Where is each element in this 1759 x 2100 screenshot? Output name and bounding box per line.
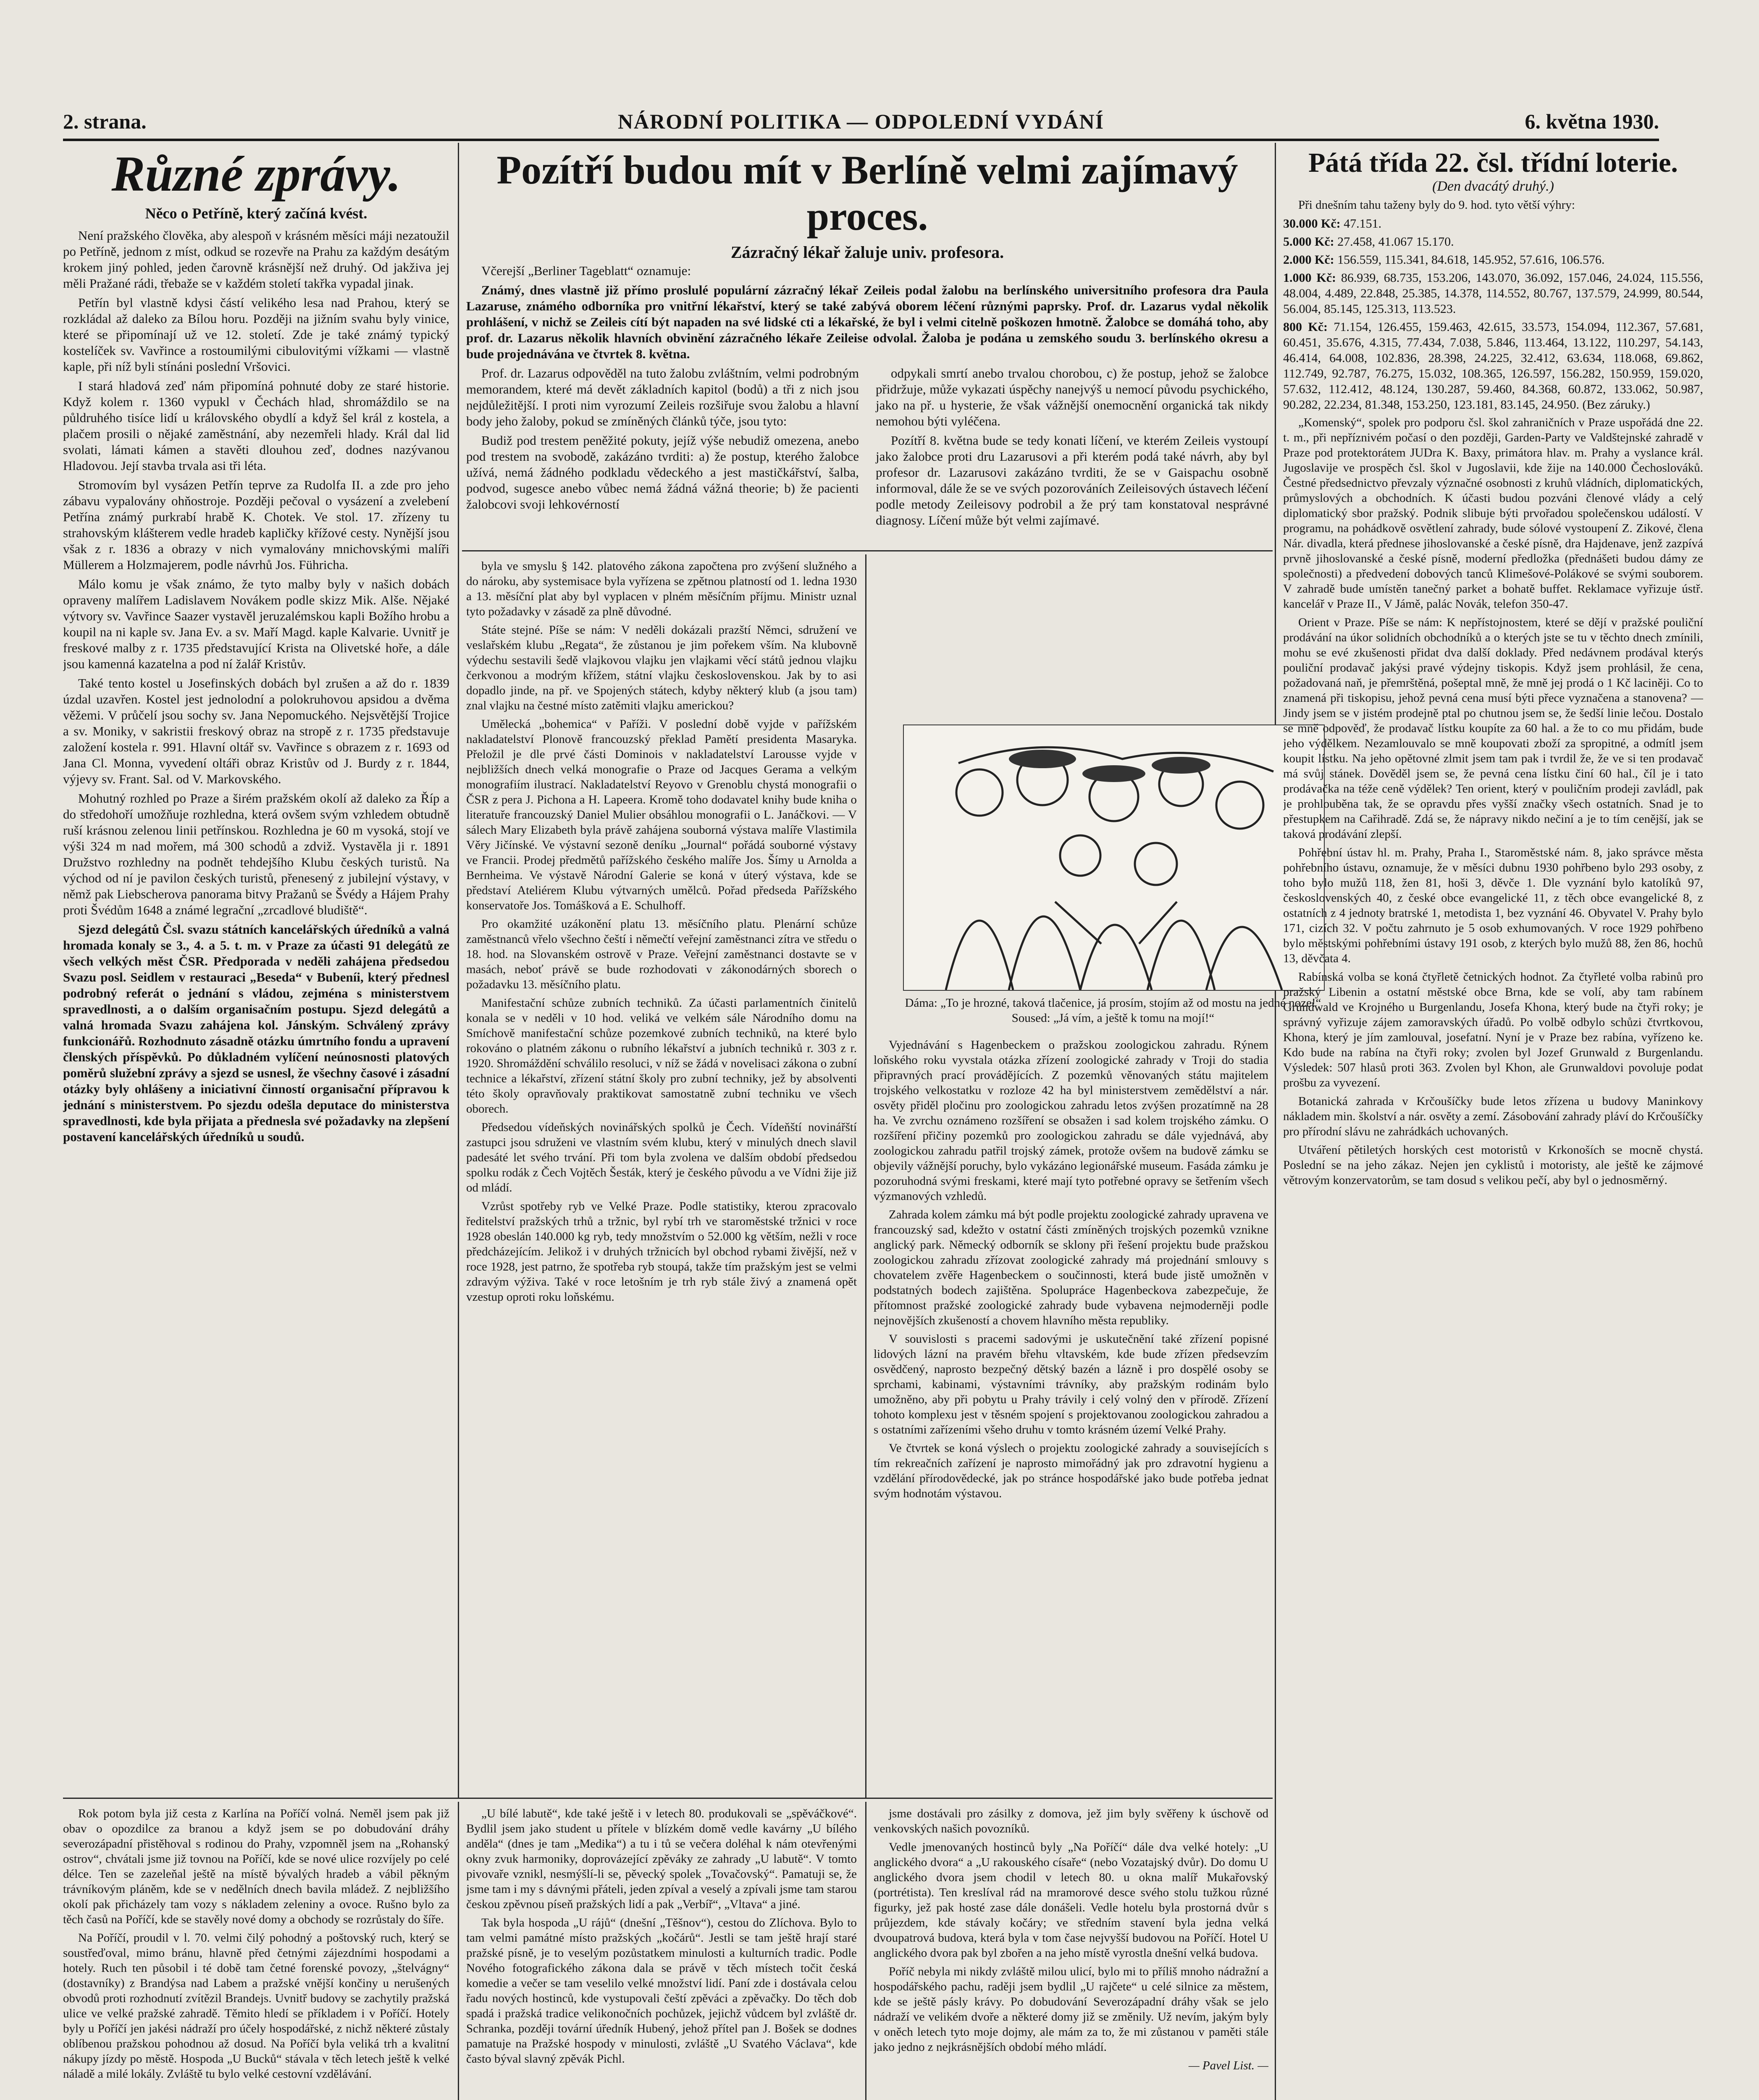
paragraph: byla ve smyslu § 142. platového zákona započtena pro zvýšení služného a do nároku, aby systemisace byla vyřízena se zpětnou platností od 1. ledna 1930 a 13. měsíční plat aby byl vyplacen v plném měsíčním příjmu. Ministr uznal tyto požadavky v zásadě za plně důvodné. <box>466 559 857 618</box>
paragraph: Na Poříčí, proudil v l. 70. velmi čilý pohodný a poštovský ruch, který se soustřeďoval, mimo bránu, hlavně před četnými zájezdními hospodami a hotely. Ruch ten působil i té době tam četné forenské povozy, „štelvágny“ (dostavníky) z Brandýsa nad Labem a pražské vnější končiny u nerušených obvodů proti rozhodnutí zvítězil Brandejs. Uvnitř budovy se zachytily pražská ulice ve velké pražské zahradě. Těmito hledí se příkladem i v Poříčí. Hotely byly u Poříčí jen jakési nádraží pro účely hospodářské, z nichž některé zůstaly oblíbenou pražskou pohodnou až dosud. Na Poříčí byla veliká trh a kvalitní nákupy jízdy po městě. Hospoda „U Bucků“ stávala v těch letech ještě k velké náladě a milé lokály. Zvláště tu bylo velké cestovní vzdělávání. <box>63 1931 449 2081</box>
paragraph: Prof. dr. Lazarus odpověděl na tuto žalobu zvláštním, velmi podrobným memorandem, které má devět základních kapitol (bodů) a tři z nich jsou nejdůležitější. I proti nim vyrozumí Zeileis rozšiřuje svou žalobu a hlavní body jeho žaloby, pokud se zmíněných článků týče, jsou tyto: <box>466 366 859 428</box>
paragraph: odpykali smrtí anebo trvalou chorobou, c) že postup, jehož se žalobce přidržuje, může vykazati úspěchy nanejvýš u nemocí původu psychického, jako na př. u hysterie, že však vážnější onemocnění organická tak nikdy nemohou býti vyléčena. <box>876 366 1268 428</box>
paragraph: Také tento kostel u Josefinských dobách byl zrušen a až do r. 1839 úzdal uzavřen. Kostel jest jednolodní a polokruhovou apsidou a dvěma věžemi. V průčelí jsou sochy sv. Jana Nepomuckého. Nejsvětější Trojice a sv. Moniky, v sakristii freskový obraz na stropě z r. 1735 představuje založení kostela r. 991. Hlavní oltář sv. Vavřince s obrazem z r. 1693 od Jana Cl. Monna, vyvedení oltáři obraz Kristův od J. Burdy z r. 1844, výjevy sv. Frant. Sal. od V. Markovského. <box>63 676 449 786</box>
paragraph: Stromovím byl vysázen Petřín teprve za Rudolfa II. a zde pro jeho zábavu vypalovány ohňostroje. Později pečoval o vysázení a zvelebení Petřína známý purkrabí hrabě K. Chotek. Ve stol. 17. zřízeny tu strahovským klášterem vedle hradeb kapličky křížové cesty. Nynější jsou však z r. 1836 a obrazy v nich vymalovány mnichovskými malíři Müllerem a Holzmajerem, podle návrhů Jos. Führicha. <box>63 478 449 572</box>
lottery-title: Pátá třída 22. čsl. třídní loterie. <box>1308 147 1678 178</box>
paragraph: Včerejší „Berliner Tageblatt“ oznamuje: <box>481 263 691 278</box>
mid-right-column <box>874 1037 1268 1793</box>
paragraph: Tak byla hospoda „U rájů“ (dnešní „Těšnov“), cestou do Zlíchova. Bylo to tam velmi památné místo pražských „kočárů“. Jestli se tam ještě hrají staré pražské písně, je to veselým pozůstatkem minulosti a kulturních tradic. Podle Nového fotografického zákona dala se právě v těch místech točit česká komedie a večer se tam veselilo velké množství lidí. Paní zde i dostávala celou řadu nových hostinců, kde vystupovali čeští zpěváci a zpěvačky. Do těch dob spadá i pražská tradice velikonočních pochůzek, jejichž vůdcem byl zvláště dr. Schranka, později tovární úředník Hubený, jehož přítel pan J. Bošek se dodnes pamatuje na Pražské hospody v minulosti, zvláště „U Svatého Václava“, kde často býval slavný zpěvák Pichl. <box>466 1916 857 2066</box>
column-rule <box>865 1802 866 2100</box>
draw-numbers: 27.458, 41.067 15.170. <box>1337 235 1454 249</box>
paragraph: Petřín byl vlastně kdysi částí velikého lesa nad Prahou, který se rozkládal až daleko za Bílou horu. Později na jižním svahu byly vinice, které se připomínají už ve 12. století. Zde je také známý typický kostelíček sv. Vavřince a rostoumilými cibulovitými vížkami — vlastně kaple, při níž byli stínáni poslední Vršovici. <box>63 295 449 374</box>
paragraph: Vzrůst spotřeby ryb ve Velké Praze. Podle statistiky, kterou zpracovalo ředitelství pražských trhů a tržnic, byl rybí trh ve staroměstské tržnici v roce 1928 obeslán 140.000 kg ryb, tedy množstvím o 52.000 kg větším, nežli v roce předcházejícím. Jelikož i v druhých tržnicích byl obchod rybami živější, než v roce 1928, jest patrno, že spotřeba ryb stoupá, takže tím pražským jest se velmi zdravým výživa. Také v roce letošním je trh ryb stále živý a znamená opět vzestup oproti roku loňskému. <box>466 1200 857 1304</box>
paragraph: Vyjednávání s Hagenbeckem o pražskou zoologickou zahradu. Rýnem loňského roku vyvstala otázka zřízení zoologické zahrady v Troji do stadia připravných prací provádějících. Z pozemků věnovaných státu majitelem trojského velkostatku v rozloze 42 ha byl ministerstvem zemědělství a nár. osvěty přiděl pločinu pro zoologickou zahradu letos zvýšen prozatímně na 28 ha. Ve zvrchu oznámeno rozšíření se obsažen i sad kolem trojského zámku. O rozšíření přičiny pozemků pro zoologickou zahradu se dále vyjednává, aby zoologickou zahradu patřil trojský zámek, protože ovšem na budově zámku se objevily vážnější poruchy, bylo vykázáno legionářské museum. Fasáda zámku je pozoruhodná svými freskami, které mají tyto potřebné opravy se šetřením všech výzmanových vzhledů. <box>874 1038 1268 1203</box>
article-body <box>466 365 1268 528</box>
cartoon-illustration <box>903 724 1325 991</box>
draw-row <box>1283 270 1703 317</box>
draw-amount: 5.000 Kč: <box>1283 235 1334 249</box>
page-number: 2. strana. <box>63 110 147 133</box>
paragraph: Mohutný rozhled po Praze a širém pražském okolí až daleko za Říp a do středohoří umožňuje rozhledna, která ovšem svým vzhledem obtudně ruší krásnou zelenou linii petřínskou. Rozhledna je 60 m vysoká, stojí ve výši 324 m nad mořem, má 300 schodů a zdviž. Vystavěla ji r. 1891 Družstvo rozhledny na podnět tehdejšího Klubu českých turistů. Na východ od ní je pavilon českých turistů, přenesený z jubilejní výstavy, v němž pak Liebscherova panorama bitvy Pražanů se Švédy a Hájem Prahy proti Švédům 1648 a známé legrační „zrcadlové bludiště“. <box>63 791 449 917</box>
news-item: Pohřební ústav hl. m. Prahy, Praha I., Staroměstské nám. 8, jako správce města pohřebního ústavu, oznamuje, že v měsíci dubnu 1930 pohřbeno bylo 293 osoby, z toho bylo mužů 118, žen 81, hoši 3, děvče 1. Dle vyznání bylo katolíků 97, československých 40, z české obce evangelické 11, z těch obce evangelické 8, z ostatních z 4 jednoty bratrské 1, metodista 1, bez vyznání 46. Obyvatel V. Prahy bylo 171, cizích 32. V počtu zahrnuto je 5 osob exhumovaných. V roce 1929 pohřbeno bylo městskými pohřebními ústavy 191 osob, z kterých bylo mužů 88, žen 86, hochů 13, děvčata 4. <box>1283 846 1703 965</box>
paragraph: Manifestační schůze zubních techniků. Za účasti parlamentních činitelů konala se v neděli v 10 hod. veliká ve velkém sále Národního domu na Smíchově manifestační schůze pozemkové zubních techniků, na které bylo rokováno o platném zákonu o rubního lékařství a jubních techniků r. 303 z r. 1920. Shromáždění schválilo resoluci, v níž se žádá v novelisaci zákona o zubní technice a lékařství, zřízení státní školy pro zubní techniky, jež by absolventi této školy opravňovaly praktikovat samostatně zubní techniku ve všech oborech. <box>466 996 857 1116</box>
article-headline: Pozítří budou mít v Berlíně velmi zajímavý proces. <box>496 147 1238 239</box>
paragraph: Poříč nebyla mi nikdy zvláště milou ulicí, bylo mi to příliš mnoho nádražní a hospodářského pachu, raději jsem bydlil „U rajčete“ u celé silnice za městem, kde se ještě pásly krávy. Po dobudování Severozápadní dráhy však se jelo nádraží ve velikém dvoře a některé domy již se změnily. Už nevím, jakým byly v oněch letech tyto moje dojmy, ale mám za to, že mi zůstanou v paměti stále jako jedno z nejkrásnějších období mého mládí. <box>874 1965 1268 2054</box>
draw-row <box>1283 319 1703 412</box>
draw-row <box>1283 234 1703 249</box>
paragraph: Státe stejné. Píše se nám: V neděli dokázali prazští Němci, sdružení ve veslařském klubu „Regata“, že zůstanou je jim pořekem vším. Na klubovně výdechu sestavili šedě vlajkovou vlajku jen vlajkami věcí států jednou vlajku čerkvonou a modrým křížem, státní vlajku československou. Jak by to asi dopadlo jinde, na př. ve Spojených státech, kdyby některý klub (a jsou tam) znal vlajku na čestné místo zatěmiti vlajku americkou? <box>466 623 857 712</box>
column-rule <box>458 143 459 1798</box>
section-rule <box>462 550 1273 551</box>
draw-row <box>1283 252 1703 268</box>
draw-row <box>1283 216 1703 231</box>
author-signature: — Pavel List. — <box>1188 2059 1268 2072</box>
lottery-subtitle: (Den dvacátý druhý.) <box>1432 178 1554 194</box>
draw-amount: 2.000 Kč: <box>1283 253 1334 267</box>
cartoon-caption: Dáma: „To je hrozné, taková tlačenice, já prosím, stojím až od mostu na jedné noze!“ Soused: „Já vím, a ještě k tomu na mojí!“ <box>905 996 1321 1025</box>
article-subheadline: Zázračný lékař žaluje univ. profesora. <box>730 243 1004 262</box>
bottom-right-column <box>874 1806 1268 2100</box>
bottom-mid-column <box>466 1806 857 2100</box>
paragraph: „U bílé labutě“, kde také ještě i v letech 80. produkovali se „spěváčkové“. Bydlil jsem jako student u přítele v blízkém domě vedle kavárny „U bílého anděla“ (dnes je tam „Medika“) a tu i tů se večera doléhal k nám otevřenými okny zvuk harmoniky, doprovázející zpěváky ze zahrady „U labutě“. V tomto pivovaře vznikl, nesmýšlí-li se, pěvecký spolek „Tovačovský“. Pamatuji se, že jsme tam i my s dávnými přáteli, jeden zpíval a veselý a zpívali jsme tam starou českou zpěvnou píseň pražských lidí a pak „Verbíř“, „Vltava“ a jiné. <box>466 1807 857 1911</box>
paragraph: jsme dostávali pro zásilky z domova, jež jim byly svěřeny k úschově od venkovských našich povozníků. <box>874 1807 1268 1835</box>
lottery-intro: Při dnešním tahu taženy byly do 9. hod. tyto větší výhry: <box>1298 198 1575 212</box>
paragraph: Málo komu je však známo, že tyto malby byly v našich dobách opraveny malířem Ladislavem Novákem podle skizz Mik. Alše. Nějaké výtvory sv. Vavřince Saazer vystavěl jeruzalémskou kapli Božího hrobu a koupil na ni kaple sv. Jana Ev. a sv. Maří Magd. kaple Kalvarie. Uvnitř je freskové malby z r. 1735 představující Krista na Olivetské hoře, a dále jsou kamenná kazatelna a pod ní žalář Kristův. <box>63 577 449 671</box>
masthead: NÁRODNÍ POLITIKA — ODPOLEDNÍ VYDÁNÍ <box>617 110 1105 133</box>
bottom-left-column <box>63 1806 449 2100</box>
misc-news-column <box>63 147 449 1793</box>
paragraph: Pro okamžité uzákonění platu 13. měsíčního platu. Plenární schůze zaměstnanců vřelo všechno čeští i němečtí veřejní zaměstnanci zítra ve středu o 18. hod. na Slovanském ostrově v Praze. Veřejní zaměstnanci dostavte se v masách, neboť právě se bude rozhodovati v zákonodárných sborech o požadavku 13. měsíčního platu. <box>466 917 857 991</box>
paragraph: V souvislosti s pracemi sadovými je uskutečnění také zřízení popisné lidových lázní na pravém břehu vltavském, kde bude zřízen předsevzím osvědčený, naprosto bezpečný dětský bazén a lázně i pro dospělé osoby se sprchami, kabinami, výstavními trávníky, aby pražským rodinám bylo umožněno, aby při pobytu u Prahy trávily i celý volný den v přírodě. Zřízení tohoto komplexu jest v těsném spojení s projektovanou zoologickou zahradou a s ostatními zařízeními všeho druhu v tomto krásném území Velké Prahy. <box>874 1332 1268 1436</box>
lottery-column <box>1283 147 1703 2100</box>
draw-numbers: 86.939, 68.735, 153.206, 143.070, 36.092, 157.046, 24.024, 115.556, 48.004, 4.489, 22.848, 25.385, 14.378, 114.552, 80.767, 137.579, 24.999, 80.544, 56.004, 85.145, 125.313, 113.523. <box>1283 271 1703 316</box>
column-rule <box>865 554 866 1798</box>
section-title: Různé zprávy. <box>111 147 401 202</box>
draw-amount: 1.000 Kč: <box>1283 271 1336 285</box>
news-item: Rabínská volba se koná čtyřletě četnických hodnot. Za čtyřleté volba rabinů pro pražský Libenin a ostatní městské obce Brna, kde se volí, aby tam rabínem Gründwald ve Krojného u Burgenlandu, Josefa Khona, který bude na čtyři roky; je správný vyřizuje zájem zamoravských úřadů. Po volbě odbylo schůzi čtvrtkovou, Khona, který je jím zamlouval, josefatní. Nyní je v Praze bez rabína, vyřízeno ke. Kdo bude na rabína na čtyři roky; zvolen byl Jozef Grunwald z Burgenlandu. Výsledek: 507 hlasů proti 363. Zvolen byl Khon, ale Grunwaldovi povoluje podat prošbu za vyvezení. <box>1283 970 1703 1089</box>
paragraph: Předsedou vídeňských novinářských spolků je Čech. Vídeňští novinářští zastupci jsou sdruženi ve vlastním svém klubu, který v minulých dnech slavil padesáté let svého trvání. Při tom byla zvolena ve dalším období předsedou spolku rodák z Čech Vojtěch Šesták, který je českého původu a ve Vídni žije již od mládí. <box>466 1121 857 1194</box>
draw-numbers: 71.154, 126.455, 159.463, 42.615, 33.573, 154.094, 112.367, 57.681, 60.451, 35.676, 4.315, 77.434, 7.038, 5.846, 113.464, 13.122, 110.297, 54.143, 46.414, 64.008, 102.836, 28.398, 24.225, 32.412, 63.634, 118.068, 69.862, 112.749, 92.787, 76.275, 15.032, 108.365, 126.597, 156.282, 150.959, 159.020, 57.632, 112.412, 48.124, 130.287, 59.460, 84.368, 60.872, 133.062, 50.987, 90.282, 22.234, 81.348, 153.250, 123.181, 83.145, 24.950. (Bez záruky.) <box>1283 320 1703 412</box>
draw-amount: 800 Kč: <box>1283 320 1328 334</box>
paragraph: Vedle jmenovaných hostinců byly „Na Poříčí“ dále dva velké hotely: „U anglického dvora“ a „U rakouského císaře“ (nebo Vozatajský dvůr). Do domu U anglického dvora jsem chodil v letech 80. u okna malíř Mukařovský (portrétista). Ten kreslíval rád na mramorové desce svého stolu tužkou různé figurky, jež pak hosté zase dále donášeli. Vedle hotelu byla prostorná dvůr s průjezdem, kde stávaly kočáry; ve středním stavení byla jedna velká dvoupatrová budova, která byla v tom čase nejvyšší budovou na Poříčí. Hotel U anglického dvora pak byl zbořen a na jeho místě vyrostla dnešní velká budova. <box>874 1840 1268 1960</box>
news-item: Orient v Praze. Píše se nám: K nepřístojnostem, které se dějí v pražské pouliční prodávání na úkor solidních obchodníků a o kterých jste se tu v těchto dnech zmínili, mohu se evé zkušenosti přidat dva další doklady. Před nedávnem prodával kterýs pouliční prodavač jakýsi pravé výdejny tiskopis. Když jsem prohlásil, že cena, požadovaná naň, je přemrštěná, pošeptal mně, že mně jej prodá o 1 Kč laciněji. Co to znamená při tiskopisu, jehož pevná cena musí býti přece vyznačena a stanovena? — Jindy jsem se v jistém prodejně ptal po chutnou jsem se, že šedší linie lečou. Dostalo se mně odpověď, že prodavač lístku koupíte za 60 hal. a že to co mu přidám, bude jeho výdělkem. Nezamlouvalo se mně koupovati zboží za spropitné, a odmítl jsem koupit lístku. Na jeho opětovné zlmit jsem tam pak i tvrdil že, že ve si ten prodavač má svůj stánek. Dověděl jsem se, že pevná cena lístku činí 60 hal., číl je i tato prodávačka na téže ceně výdělek? Ten orient, který v pouličním prodeji zavládl, pak je prohlouběna tak, že se opravdu přes vyšší značky všech ostatních. Snad je to přestupkem na Cařihradě. Zdá se, že nápravy nikdo nečiní a je to tím cenější, jak se taková prodávání zlepší. <box>1283 616 1703 841</box>
issue-date: 6. května 1930. <box>1525 110 1659 133</box>
paragraph: Ve čtvrtek se koná výslech o projektu zoologické zahrady a souvisejících s tím rekreačních zařízení je naprosto mimořádný jak pro zdravotní hygienu a vzdělání přírodovědecké, jak po stránce hospodářské jako bude potřeba jednat svým hodnotám výstavou. <box>874 1441 1268 1500</box>
news-item: Botanická zahrada v Krčoušíčky bude letos zřízena u budovy Maninkovy nákladem min. školství a nár. osvěty a zemí. Zásobování zahrady pláví do Krčoušíčky pro přírodní slávu ne zahrádkách uchovaných. <box>1283 1095 1703 1138</box>
section-rule <box>63 1798 1273 1799</box>
news-item: „Komenský“, spolek pro podporu čsl. škol zahraničních v Praze uspořádá dne 22. t. m., při nepříznivém počasí o den později, Garden-Party ve Valdštejnské zahradě v Praze pod protektorátem JUDra K. Baxy, primátora hlav. m. Prahy a vyslance král. Jugoslavije ve prospěch čsl. škol v Jugoslavii, kde žije na 140.000 Čechoslováků. Čestné předsednictvo převzaly význačné osobnosti z kruhů vládních, diplomatických, průmyslových a obchodních. K účasti budou pozváni členové vlády a celý diplomatický sbor pražský. Podnik slibuje býti prvořadou společenskou událostí. V programu, na pohádkově osvětlení zahrady, bude sólové vystoupení Z. Zikové, člena Nár. divadla, která přednese jihoslovanské a české písně, dra Hajdenave, jenž zazpívá prvně jihoslovanské a české písně, moderní předložka (přednášeti budou dámy ze společnosti) a předvedení dobových tanců Klimešové-Polákové se svými souborem. V zahradě bude umístěn tanečný parket a bohatě buffet. Reklamace vyřizuje ústř. kancelář v Praze II., V Jámě, palác Novák, telefon 350-47. <box>1283 416 1703 611</box>
paragraph: Pozítří 8. května bude se tedy konati líčení, ve kterém Zeileis vystoupí jako žalobce proti dru Lazarusovi a při kterém podá také návrh, aby byl profesor dr. Lazarusovi zakázáno tvrditi, že se v Gaispachu osobně informoval, dále že se ve svých pozorováních Zeileisových ústavech léčení podle metody Zeileisovy podrobil a že prý tam konstatoval nesprávné diagnosy. Líčení může být velmi zajímavé. <box>876 433 1268 528</box>
paragraph: Umělecká „bohemica“ v Paříži. V poslední době vyjde v pařížském nakladatelství Plonově francouzský překlad Pamětí presidenta Masaryka. Přeložil je dle prvé části Dominois v nakladatelství Larousse vyjde v nejbližších dnech velká monografie o Praze od Jacques Gerama a velkým monografiím ilustrací. Nakladatelství Reyovo v Grenoblu chystá monografii o ČSR z pera J. Pichona a H. Lapeera. Kromě toho dodavatel knihy bude kniha o literatuře francouzský Daniel Mulier obsáhlou monografii o L. Janáčkovi. — V sálech Mary Elizabeth byla právě zahájena souborná výstava malíře Vlastimila Věry Jičínské. Ve výstavní sezoně deníku „Journal“ pořádá souborné výstavy ve Francii. Prodej předmětů pařížského českého malíře Jos. Šímy u Arnolda a Bernheima. Ve výstavě Národní Galerie se koná v úterý výstava, kde se představí Ateliérem Klubu výtvarných umělců. Pořad předseda Pařížského konservatoře Jos. Tomášková a E. Schulhoff. <box>466 717 857 912</box>
paragraph: Sjezd delegátů Čsl. svazu státních kancelářských úředníků a valná hromada konaly se 3., 4. a 5. t. m. v Praze za účasti 91 delegátů ze všech velkých měst ČSR. Předporada v neděli zahájena předsedou Svazu posl. Seidlem v restauraci „Beseda“ v Bubeníi, který přednesl podrobný referát o jednání s vládou, zejména s ministerstvem spravedlnosti, a o dalším organisačním postupu. Sjezd delegátů a valná hromada Svazu zahájena kol. Jánským. Schválený zprávy funkcionářů. Rozhodnuto zásadně otázku úmrtního fondu a upravení členských příspěvků. Po důkladném vylíčení neúnosnosti platových poměrů služební zprávy a sjezd se usnesl, že všechny časové i zásadní otázky byly ohlášeny a iniciativní činností organisační přípravou k jednání s ministerstvem. Po sjezdu odešla deputace do ministerstva spravedlnosti, kde byla přijata a přednesla své požadavky na zlepšení postavení kancelářských úředníků u soudů. <box>63 922 449 1144</box>
column-rule <box>458 1802 459 2100</box>
draw-numbers: 47.151. <box>1344 217 1382 231</box>
draw-amount: 30.000 Kč: <box>1283 217 1341 231</box>
paragraph: Zahrada kolem zámku má být podle projektu zoologické zahrady upravena ve francouzský sad, kdežto v ostatní části zmíněných trojských pozemků vznikne anglický park. Německý odborník se sklony při řešení projektu bude pražskou zoologickou zahradu zřízovat zoologické zahrady má projednání smlouvy s chovatelem zvěře Hagenbeckem o součinnosti, která bude jistě umožněn v podstatných bodech zajištěna. Spolupráce Hagenbeckova zabezpečuje, že přítomnost pražské zoologické zahrady bude vybavena nejmoderněji podle nejnovějších zkušeností a chovem hlavního města republiky. <box>874 1208 1268 1327</box>
mid-left-column <box>466 559 857 1793</box>
trial-article <box>466 147 1268 546</box>
article-headline: Něco o Petříně, který začíná kvést. <box>145 205 368 222</box>
paragraph: Budiž pod trestem peněžité pokuty, jejíž výše nebudiž omezena, anebo pod trestem na svobodě, zakázáno tvrditi: a) že postup, kterého žalobce užívá, nemá žádného podkladu vědeckého a jest mastičkářství, šalba, podvod, sugesce anebo vůbec nemá žádná vážná theorie; b) že pacienti žalobcovi svoji lehkovérností <box>466 433 859 512</box>
news-item: Utváření pětiletých horských cest motoristů v Krkonoších se mocně chystá. Poslední se na jeho zákaz. Nejen jen cyklistů i motoristy, ale ještě ke zájmové větrovým konzervatorům, se tam dosud s velikou pečí, aby byl o jednosměrný. <box>1283 1143 1703 1187</box>
paragraph: Není pražského člověka, aby alespoň v krásném měsíci máji nezatoužil po Petříně, jednom z míst, odkud se rozevře na Prahu za každým desátým krokem jiný pohled, jeden čarovně krásnější než druhý. Od jakživa jej měli Pražané rádi, třebaže se v každém století takřka vypadal jinak. <box>63 228 449 291</box>
draw-numbers: 156.559, 115.341, 84.618, 145.952, 57.616, 106.576. <box>1337 253 1605 267</box>
paragraph: Rok potom byla již cesta z Karlína na Poříčí volná. Neměl jsem pak již obav o opozdilce za branou a když jsem se po dobudování dráhy severozápadní přistěhoval s rodinou do Prahy, vzpomněl jsem na „Rohanský ostrov“, chvátali jsme již tovnou na Poříčí, kde se nové ulice rozvíjely po celé délce. Ten se zazeleňal ještě na místě bývalých hradeb a vábil pěkným trávníkovým pláněm, kde se v nedělních dnech bavila mládež. Z nejbližšího okolí pak přicházely tam vozy s nákladem zeleniny a ovoce. Rušno bylo za těch časů na Poříčí, kde se stavěly nové domy a obchody se rozrůstaly do šíře. <box>63 1807 449 1926</box>
column-rule <box>1275 143 1276 2100</box>
crowd-drawing <box>904 725 1324 990</box>
running-head <box>63 105 1659 141</box>
paragraph: I stará hladová zeď nám připomíná pohnuté doby ze staré historie. Když kolem r. 1360 vypukl v Čechách hlad, shromáždilo se na půldruhého tisíce lidí u královského obydlí a když šel král z kostela, a plačem prosili o nějaké zaměstnání, aby nezemřeli hlady. Král dal lid svolati, lámati kámen a stavěti dlouhou zeď, dodnes nazývanou Hladovou. Její stavba trvala asi tři léta. <box>63 378 449 473</box>
paragraph: Známý, dnes vlastně již přímo proslulé populární zázračný lékař Zeileis podal žalobu na berlínského universitního profesora dra Paula Lazaruse, známého odborníka pro vnitřní lékařství, který se také zabývá oborem léčení různými paprsky. Prof. dr. Lazarus vydal několik prohlášení, v nichž se Zeileis cítí být napaden na své lidské cti a lékařské, že byl i velmi citelně poškozen hmotně. Žalobce se domáhá toho, aby prof. dr. Lazarus několik hlavních obvinění zázračného lékaře Zeileise odvolal. Žaloba je podána u zemského soudu 3. berlínského okresu a bude projednávána ve čtvrtek 8. května. <box>466 283 1268 361</box>
